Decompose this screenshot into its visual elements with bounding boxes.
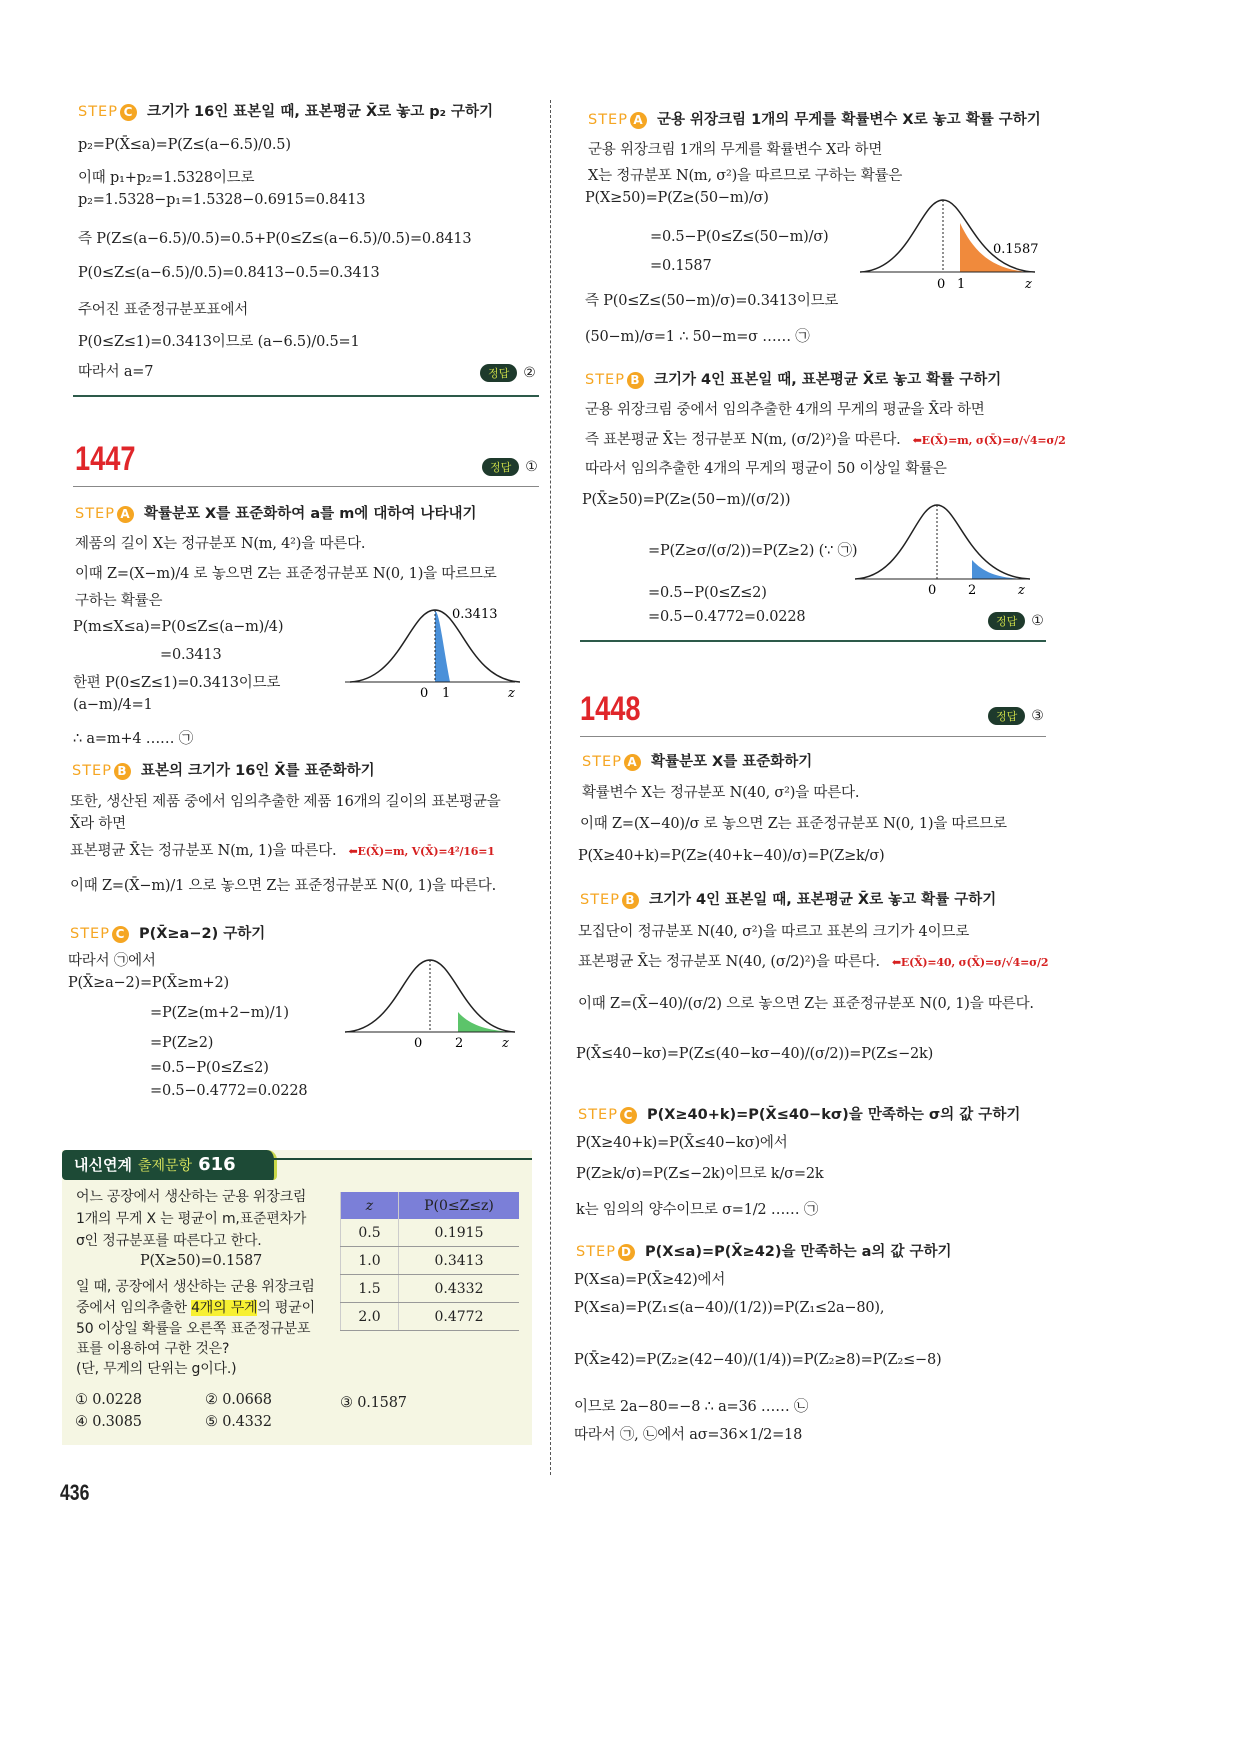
step-letter-icon: C <box>112 926 129 943</box>
solution-line <box>78 166 254 187</box>
solution-line <box>73 619 283 635</box>
step-word: STEP <box>582 754 622 770</box>
problem-text-part: 의 평균이 <box>257 1300 315 1316</box>
step-word: STEP <box>75 506 115 522</box>
solution-line <box>150 1060 269 1076</box>
shaded-area <box>435 610 450 682</box>
axis-label: z <box>508 686 515 701</box>
solution-text-line: k는 임의의 양수이므로 σ=1/2 …… ㉠ <box>576 1202 819 1218</box>
margin-note: ⬅E(X̄)=m, V(X̄)=4²/16=1 <box>348 845 495 858</box>
tick-label: 0 <box>928 583 937 598</box>
step-letter-icon: A <box>630 112 647 129</box>
solution-line <box>585 190 769 206</box>
solution-line <box>582 781 859 802</box>
step-word: STEP <box>578 1107 618 1123</box>
tick-label: 2 <box>455 1036 464 1051</box>
solution-line <box>576 1046 933 1062</box>
solution-line <box>73 727 193 748</box>
problem-text: 일 때, 공장에서 생산하는 군용 위장크림 <box>76 1279 315 1295</box>
step-tag <box>580 892 639 908</box>
box-sublabel: 출제문항 <box>137 1158 193 1174</box>
step-word: STEP <box>585 372 625 388</box>
solution-line <box>578 920 969 941</box>
solution-text-line: P(0≤Z≤(a−6.5)/0.5)=0.8413−0.5=0.3413 <box>78 265 380 281</box>
step-tag <box>75 506 134 522</box>
tick-label: 2 <box>968 583 977 598</box>
solution-line <box>650 258 712 274</box>
tick-label: 0 <box>937 277 946 292</box>
solution-line <box>68 975 229 991</box>
solution-line <box>574 1300 884 1316</box>
step-heading <box>75 502 476 523</box>
section-divider <box>73 395 539 397</box>
step-letter-icon: A <box>117 506 134 523</box>
solution-text-line: p₂=1.5328−p₁=1.5328−0.6915=0.8413 <box>78 192 366 208</box>
solution-text-line: P(0≤Z≤1)=0.3413이므로 (a−6.5)/0.5=1 <box>78 334 360 350</box>
solution-line <box>585 398 985 419</box>
solution-line <box>68 949 156 970</box>
solution-line <box>150 1035 213 1051</box>
step-word: STEP <box>72 763 112 779</box>
solution-line <box>576 1198 818 1219</box>
normal-curve-graph <box>340 950 520 1055</box>
step-title: 크기가 4인 표본일 때, 표본평균 X̄로 놓고 확률 구하기 <box>653 372 1002 388</box>
step-word: STEP <box>580 892 620 908</box>
step-heading <box>580 888 996 909</box>
solution-text-line: P(X̄≥a−2)=P(X̄≥m+2) <box>68 975 229 991</box>
solution-line <box>75 562 497 583</box>
problem-text-part: 중에서 임의추출한 <box>76 1300 192 1316</box>
answer-badge <box>988 707 1044 725</box>
solution-line <box>588 138 882 159</box>
exam-box-header <box>62 1150 277 1180</box>
cell-p: 0.1915 <box>399 1219 520 1247</box>
solution-text-line: 이때 Z=(X̄−m)/1 으로 놓으면 Z는 표준정규분포 N(0, 1)을 따른다. <box>70 878 497 894</box>
box-header-line <box>262 1158 532 1160</box>
solution-text-line: 즉 P(Z≤(a−6.5)/0.5)=0.5+P(0≤Z≤(a−6.5)/0.5)=0.8413 <box>78 231 472 247</box>
solution-text-line: P(Z≥k/σ)=P(Z≤−2k)이므로 k/σ=2k <box>576 1166 824 1182</box>
solution-line <box>580 812 1007 833</box>
solution-text-line: 이때 Z=(X̄−40)/(σ/2) 으로 놓으면 Z는 표준정규분포 N(0, 1)을 따른다. <box>578 996 1034 1012</box>
tick-label: 0 <box>414 1036 423 1051</box>
solution-text-line: P(X≥40+k)=P(X̄≤40−kσ)에서 <box>576 1135 788 1151</box>
problem-formula: P(X≥50)=0.1587 <box>140 1253 263 1269</box>
page-number: 436 <box>60 1480 90 1505</box>
column-header: P(0≤Z≤z) <box>399 1192 520 1219</box>
area-label: 0.3413 <box>452 607 498 622</box>
step-tag <box>72 763 131 779</box>
problem-text <box>76 1297 315 1317</box>
solution-line <box>576 1131 788 1152</box>
step-heading <box>70 922 265 943</box>
step-title: 확률분포 X를 표준화하기 <box>650 754 813 770</box>
answer-label: 정답 <box>988 612 1025 630</box>
problem-text: 1개의 무게 X 는 평균이 m,표준편차가 <box>76 1211 307 1227</box>
solution-text-line: =0.5−P(0≤Z≤2) <box>150 1060 269 1076</box>
table-row <box>341 1275 520 1303</box>
solution-text-line: p₂=P(X̄≤a)=P(Z≤(a−6.5)/0.5) <box>78 137 291 153</box>
solution-text-line: =0.3413 <box>160 647 222 663</box>
solution-line <box>78 192 365 208</box>
axis-label: z <box>1025 277 1032 292</box>
table-row <box>341 1303 520 1331</box>
step-word: STEP <box>588 112 628 128</box>
solution-text-line: =0.5−0.4772=0.0228 <box>150 1083 308 1099</box>
solution-line <box>574 1268 725 1289</box>
problem-number: 1448 <box>580 690 641 728</box>
step-title: P(X̄≥a−2) 구하기 <box>138 926 266 942</box>
solution-line <box>588 164 902 185</box>
step-tag <box>578 1107 637 1123</box>
step-letter-icon: B <box>114 763 131 780</box>
problem-text: σ인 정규분포를 따른다고 한다. <box>76 1233 262 1249</box>
solution-text-line: 따라서 임의추출한 4개의 무게의 평균이 50 이상일 확률은 <box>585 461 947 477</box>
cell-p: 0.4772 <box>399 1303 520 1331</box>
answer-badge <box>482 458 538 476</box>
solution-text-line: 이때 p₁+p₂=1.5328이므로 <box>78 170 255 186</box>
solution-line <box>70 790 501 811</box>
solution-line <box>70 839 495 860</box>
answer-label: 정답 <box>480 364 517 382</box>
column-divider <box>550 100 551 1475</box>
solution-line <box>70 812 126 833</box>
solution-text-line: 따라서 a=7 <box>78 364 154 380</box>
choice-5[interactable]: ⑤ 0.4332 <box>205 1414 272 1430</box>
solution-line <box>585 428 1066 449</box>
solution-line <box>648 539 857 560</box>
solution-line <box>75 589 162 610</box>
solution-line <box>78 360 153 381</box>
table-row <box>341 1219 520 1247</box>
answer-label: 정답 <box>988 707 1025 725</box>
step-letter-icon: B <box>627 372 644 389</box>
choice-1[interactable]: ① 0.0228 <box>75 1392 142 1408</box>
solution-text-line: 이때 Z=(X−40)/σ 로 놓으면 Z는 표준정규분포 N(0, 1)을 따르므로 <box>580 816 1007 832</box>
answer-badge <box>480 364 536 382</box>
solution-line <box>78 265 380 281</box>
solution-text-line: 이므로 2a−80=−8 ∴ a=36 …… ㉡ <box>574 1399 809 1415</box>
normal-curve-graph <box>855 195 1040 295</box>
solution-text-line: =P(Z≥σ/(σ/2))=P(Z≥2) (∵ ㉠) <box>648 543 858 559</box>
cell-p: 0.4332 <box>399 1275 520 1303</box>
column-header: z <box>341 1192 399 1219</box>
step-heading <box>582 750 812 771</box>
step-tag <box>78 104 137 120</box>
solution-text-line: P(X≤a)=P(Z₁≤(a−40)/(1/2))=P(Z₁≤2a−80), <box>574 1300 885 1316</box>
cell-z: 2.0 <box>341 1303 399 1331</box>
solution-line <box>576 1162 823 1183</box>
curve <box>855 505 1030 579</box>
choice-3[interactable]: ③ 0.1587 <box>340 1395 407 1411</box>
solution-text-line: (50−m)/σ=1 ∴ 50−m=σ …… ㉠ <box>585 329 810 345</box>
solution-text-line: P(m≤X≤a)=P(0≤Z≤(a−m)/4) <box>73 619 284 635</box>
problem-text: 표를 이용하여 구한 것은? <box>76 1341 230 1357</box>
normal-curve-graph <box>850 500 1035 600</box>
solution-line <box>578 950 1048 971</box>
solution-text-line: (a−m)/4=1 <box>73 697 153 713</box>
cell-z: 0.5 <box>341 1219 399 1247</box>
solution-text-line: =0.5−0.4772=0.0228 <box>648 609 806 625</box>
solution-line <box>78 227 471 248</box>
step-letter-icon: D <box>618 1244 635 1261</box>
solution-text-line: 즉 P(0≤Z≤(50−m)/σ)=0.3413이므로 <box>585 293 839 309</box>
tick-label: 1 <box>442 686 451 701</box>
solution-line <box>73 697 153 713</box>
solution-text-line: 따라서 ㉠, ㉡에서 aσ=36×1/2=18 <box>574 1427 803 1443</box>
step-tag <box>582 754 641 770</box>
step-tag <box>585 372 644 388</box>
solution-text-line: =0.5−P(0≤Z≤2) <box>648 585 767 601</box>
solution-text-line: P(X̄≤40−kσ)=P(Z≤(40−kσ−40)/(σ/2))=P(Z≤−2k) <box>576 1046 934 1062</box>
solution-text-line: =P(Z≥2) <box>150 1035 214 1051</box>
step-heading <box>576 1240 952 1261</box>
solution-text-line: X는 정규분포 N(m, σ²)을 따르므로 구하는 확률은 <box>588 168 903 184</box>
solution-line <box>648 585 767 601</box>
solution-text-line: 또한, 생산된 제품 중에서 임의추출한 제품 16개의 길이의 표본평균을 <box>70 794 501 810</box>
choice-2[interactable]: ② 0.0668 <box>205 1392 272 1408</box>
axis-label: z <box>502 1036 509 1051</box>
solution-line <box>160 647 222 663</box>
table-row <box>341 1247 520 1275</box>
box-label: 내신연계 <box>74 1156 132 1174</box>
cell-p: 0.3413 <box>399 1247 520 1275</box>
solution-line <box>78 330 360 351</box>
cell-z: 1.5 <box>341 1275 399 1303</box>
solution-line <box>578 848 884 864</box>
solution-text-line: =0.5−P(0≤Z≤(50−m)/σ) <box>650 229 829 245</box>
box-number: 616 <box>198 1154 236 1175</box>
solution-line <box>73 671 280 692</box>
step-title: P(X≤a)=P(X̄≥42)을 만족하는 a의 값 구하기 <box>644 1244 952 1260</box>
step-heading <box>588 108 1041 129</box>
solution-text-line: 표본평균 X̄는 정규분포 N(40, (σ/2)²)을 따른다. <box>578 954 880 970</box>
step-letter-icon: C <box>620 1107 637 1124</box>
margin-note: ⬅E(X̄)=m, σ(X̄)=σ/√4=σ/2 <box>912 434 1066 447</box>
step-word: STEP <box>576 1244 616 1260</box>
step-title: P(X≥40+k)=P(X̄≤40−kσ)을 만족하는 σ의 값 구하기 <box>646 1107 1021 1123</box>
step-letter-icon: A <box>624 754 641 771</box>
step-tag <box>576 1244 635 1260</box>
solution-line <box>585 325 810 346</box>
solution-line <box>585 457 947 478</box>
step-heading <box>78 100 493 121</box>
step-word: STEP <box>70 926 110 942</box>
solution-text-line: ∴ a=m+4 …… ㉠ <box>73 731 194 747</box>
solution-text-line: 즉 표본평균 X̄는 정규분포 N(m, (σ/2)²)을 따른다. <box>585 432 901 448</box>
solution-text-line: 모집단이 정규분포 N(40, σ²)을 따르고 표본의 크기가 4이므로 <box>578 924 970 940</box>
step-title: 표본의 크기가 16인 X̄를 표준화하기 <box>140 763 375 779</box>
solution-text-line: P(X̄≥50)=P(Z≥(50−m)/(σ/2)) <box>582 492 791 508</box>
solution-text-line: 한편 P(0≤Z≤1)=0.3413이므로 <box>73 675 281 691</box>
choice-4[interactable]: ④ 0.3085 <box>75 1414 142 1430</box>
solution-text-line: =0.1587 <box>650 258 712 274</box>
solution-text-line: 구하는 확률은 <box>75 593 163 609</box>
solution-text-line: 군용 위장크림 중에서 임의추출한 4개의 무게의 평균을 X̄라 하면 <box>585 402 985 418</box>
highlighted-text: 4개의 무게 <box>191 1300 258 1316</box>
margin-note: ⬅E(X̄)=40, σ(X̄)=σ/√4=σ/2 <box>891 956 1049 969</box>
solution-line <box>78 137 291 153</box>
solution-text-line: P(X≤a)=P(X̄≥42)에서 <box>574 1272 726 1288</box>
normal-distribution-table <box>340 1192 519 1331</box>
solution-text-line: 표본평균 X̄는 정규분포 N(m, 1)을 따른다. <box>70 843 337 859</box>
solution-line <box>648 609 805 625</box>
problem-text: 어느 공장에서 생산하는 군용 위장크림 <box>76 1189 307 1205</box>
step-title: 크기가 16인 표본일 때, 표본평균 X̄로 놓고 p₂ 구하기 <box>146 104 494 120</box>
answer-badge <box>988 612 1044 630</box>
solution-line <box>150 1005 289 1021</box>
solution-text-line: 주어진 표준정규분포표에서 <box>78 302 249 318</box>
tick-label: 0 <box>420 686 429 701</box>
axis-label: z <box>1018 583 1025 598</box>
solution-line <box>574 1352 941 1368</box>
solution-line <box>585 289 838 310</box>
step-heading <box>578 1103 1020 1124</box>
step-letter-icon: B <box>622 892 639 909</box>
solution-text-line: =P(Z≥(m+2−m)/1) <box>150 1005 289 1021</box>
section-divider <box>580 736 1046 737</box>
solution-text-line: X̄라 하면 <box>70 816 126 832</box>
solution-line <box>574 1395 808 1416</box>
answer-value: ① <box>1031 613 1044 629</box>
solution-line <box>70 874 496 895</box>
solution-text-line: P(X≥40+k)=P(Z≥(40+k−40)/σ)=P(Z≥k/σ) <box>578 848 885 864</box>
problem-number: 1447 <box>75 440 136 478</box>
solution-line <box>78 298 248 319</box>
cell-z: 1.0 <box>341 1247 399 1275</box>
solution-line <box>578 992 1034 1013</box>
solution-line <box>650 229 828 245</box>
step-title: 군용 위장크림 1개의 무게를 확률변수 X로 놓고 확률 구하기 <box>656 112 1041 128</box>
answer-value: ③ <box>1031 708 1044 724</box>
section-divider <box>580 640 1046 642</box>
solution-line <box>75 532 365 553</box>
solution-text-line: 확률변수 X는 정규분포 N(40, σ²)을 따른다. <box>582 785 860 801</box>
step-title: 확률분포 X를 표준화하여 a를 m에 대하여 나타내기 <box>143 506 477 522</box>
tick-label: 1 <box>957 277 966 292</box>
step-letter-icon: C <box>120 104 137 121</box>
normal-curve-graph <box>340 600 520 705</box>
step-heading <box>72 759 375 780</box>
solution-line <box>574 1423 802 1444</box>
section-divider <box>73 486 539 487</box>
area-label: 0.1587 <box>993 242 1039 257</box>
problem-text: (단, 무게의 단위는 g이다.) <box>76 1361 237 1377</box>
step-tag <box>588 112 647 128</box>
step-tag <box>70 926 129 942</box>
step-heading <box>585 368 1001 389</box>
answer-label: 정답 <box>482 458 519 476</box>
solution-text-line: 제품의 길이 X는 정규분포 N(m, 4²)을 따른다. <box>75 536 366 552</box>
solution-text-line: 이때 Z=(X−m)/4 로 놓으면 Z는 표준정규분포 N(0, 1)을 따르므로 <box>75 566 497 582</box>
problem-text: 50 이상일 확률을 오른쪽 표준정규분포 <box>76 1321 311 1337</box>
solution-text-line: 군용 위장크림 1개의 무게를 확률변수 X라 하면 <box>588 142 883 158</box>
solution-line <box>150 1083 307 1099</box>
solution-text-line: P(X≥50)=P(Z≥(50−m)/σ) <box>585 190 769 206</box>
curve <box>860 200 1035 272</box>
table-header-row <box>341 1192 520 1219</box>
solution-line <box>582 492 790 508</box>
solution-text-line: 따라서 ㉠에서 <box>68 953 156 969</box>
solution-text-line: P(X̄≥42)=P(Z₂≥(42−40)/(1/4))=P(Z₂≥8)=P(Z₂≤−8) <box>574 1352 942 1368</box>
answer-value: ① <box>525 459 538 475</box>
step-word: STEP <box>78 104 118 120</box>
step-title: 크기가 4인 표본일 때, 표본평균 X̄로 놓고 확률 구하기 <box>648 892 997 908</box>
answer-value: ② <box>523 365 536 381</box>
